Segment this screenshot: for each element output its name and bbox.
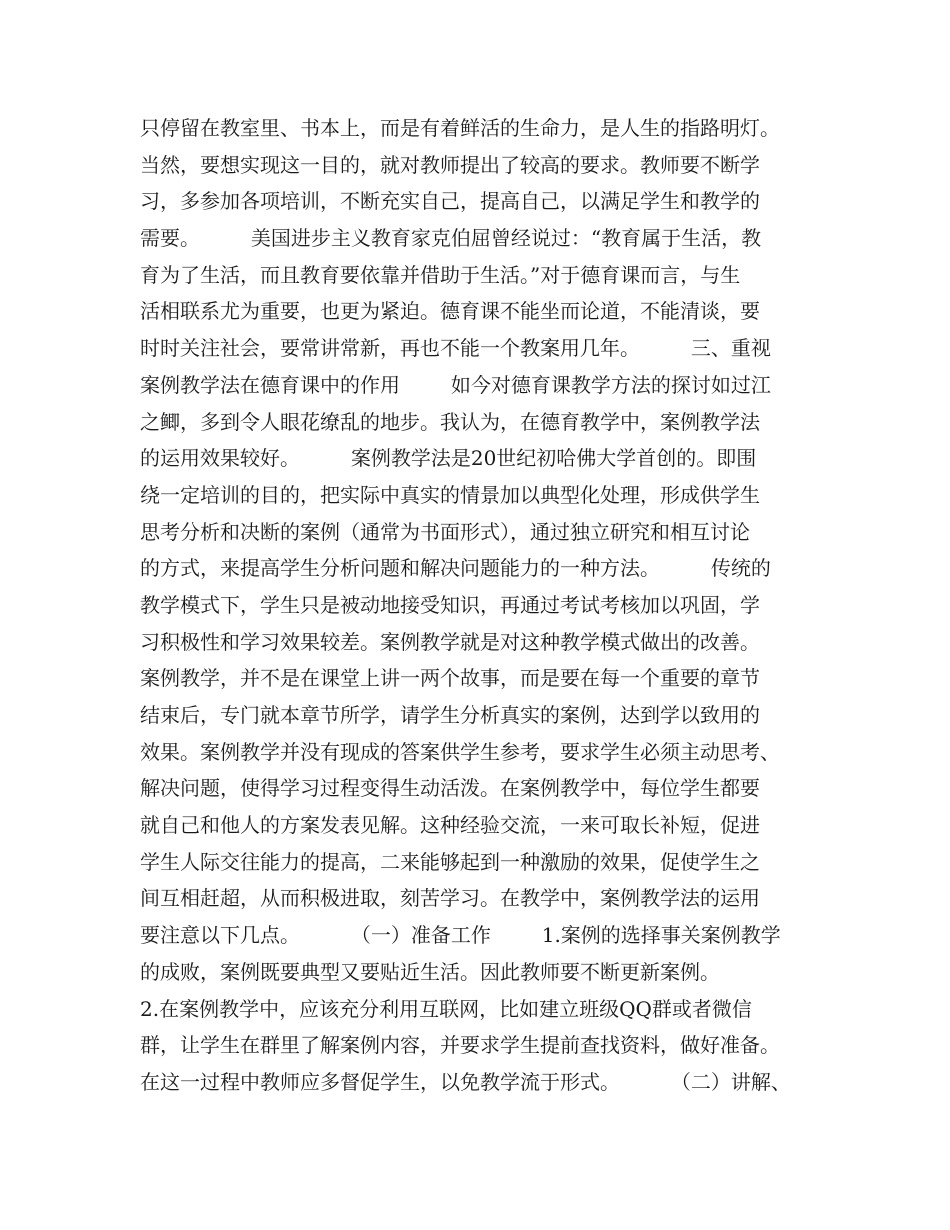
text-line: 的运用效果较好。 案例教学法是20世纪初哈佛大学首创的。即围 — [140, 446, 757, 471]
text-line: 之鲫，多到令人眼花缭乱的地步。我认为，在德育教学中，案例教学法 — [140, 409, 760, 434]
text-line: 习积极性和学习效果较差。案例教学就是对这种教学模式做出的改善。 — [140, 629, 760, 654]
text-line: 绕一定培训的目的，把实际中真实的情景加以典型化处理，形成供学生 — [140, 482, 760, 507]
text-line: 在这一过程中教师应多督促学生，以免教学流于形式。 （二）讲解、 — [140, 1069, 791, 1094]
text-line: 习，多参加各项培训，不断充实自己，提高自己，以满足学生和教学的 — [140, 189, 760, 214]
body-text — [140, 110, 830, 1101]
text-line: 案例教学，并不是在课堂上讲一两个故事，而是要在每一个重要的章节 — [140, 666, 760, 691]
text-line: 学生人际交往能力的提高，二来能够起到一种激励的效果，促使学生之 — [140, 849, 760, 874]
text-line: 时时关注社会，要常讲常新，再也不能一个教案用几年。 三、重视 — [140, 336, 771, 361]
text-line: 当然，要想实现这一目的，就对教师提出了较高的要求。教师要不断学 — [140, 152, 760, 177]
text-line: 解决问题，使得学习过程变得生动活泼。在案例教学中，每位学生都要 — [140, 776, 760, 801]
text-line: 效果。案例教学并没有现成的答案供学生参考，要求学生必须主动思考、 — [140, 739, 780, 764]
text-line: 就自己和他人的方案发表见解。这种经验交流，一来可取长补短，促进 — [140, 813, 760, 838]
text-line: 育为了生活，而且教育要依靠并借助于生活。”对于德育课而言，与生 — [140, 262, 741, 287]
text-line: 的方式，来提高学生分析问题和解决问题能力的一种方法。 传统的 — [140, 556, 771, 581]
text-line: 只停留在教室里、书本上，而是有着鲜活的生命力，是人生的指路明灯。 — [140, 116, 780, 140]
text-line: 结束后，专门就本章节所学，请学生分析真实的案例，达到学以致用的 — [140, 703, 760, 727]
text-line: 需要。 美国进步主义教育家克伯屈曾经说过：“教育属于生活，教 — [140, 226, 762, 251]
text-line: 群，让学生在群里了解案例内容，并要求学生提前查找资料，做好准备。 — [140, 1033, 780, 1058]
text-line: 思考分析和决断的案例（通常为书面形式），通过独立研究和相互讨论 — [140, 519, 750, 544]
text-line: 的成败，案例既要典型又要贴近生活。因此教师要不断更新案例。 — [140, 959, 720, 984]
text-line: 教学模式下，学生只是被动地接受知识，再通过考试考核加以巩固，学 — [140, 592, 760, 617]
text-line: 活相联系尤为重要，也更为紧迫。德育课不能坐而论道，不能清谈，要 — [140, 299, 760, 324]
text-line: 要注意以下几点。 （一）准备工作 1.案例的选择事关案例教学 — [140, 923, 781, 948]
text-line: 间互相赶超，从而积极进取，刻苦学习。在教学中，案例教学法的运用 — [140, 886, 760, 911]
text-line: 案例教学法在德育课中的作用 如今对德育课教学方法的探讨如过江 — [140, 372, 771, 397]
text-line: 2.在案例教学中，应该充分利用互联网，比如建立班级QQ群或者微信 — [140, 996, 752, 1021]
